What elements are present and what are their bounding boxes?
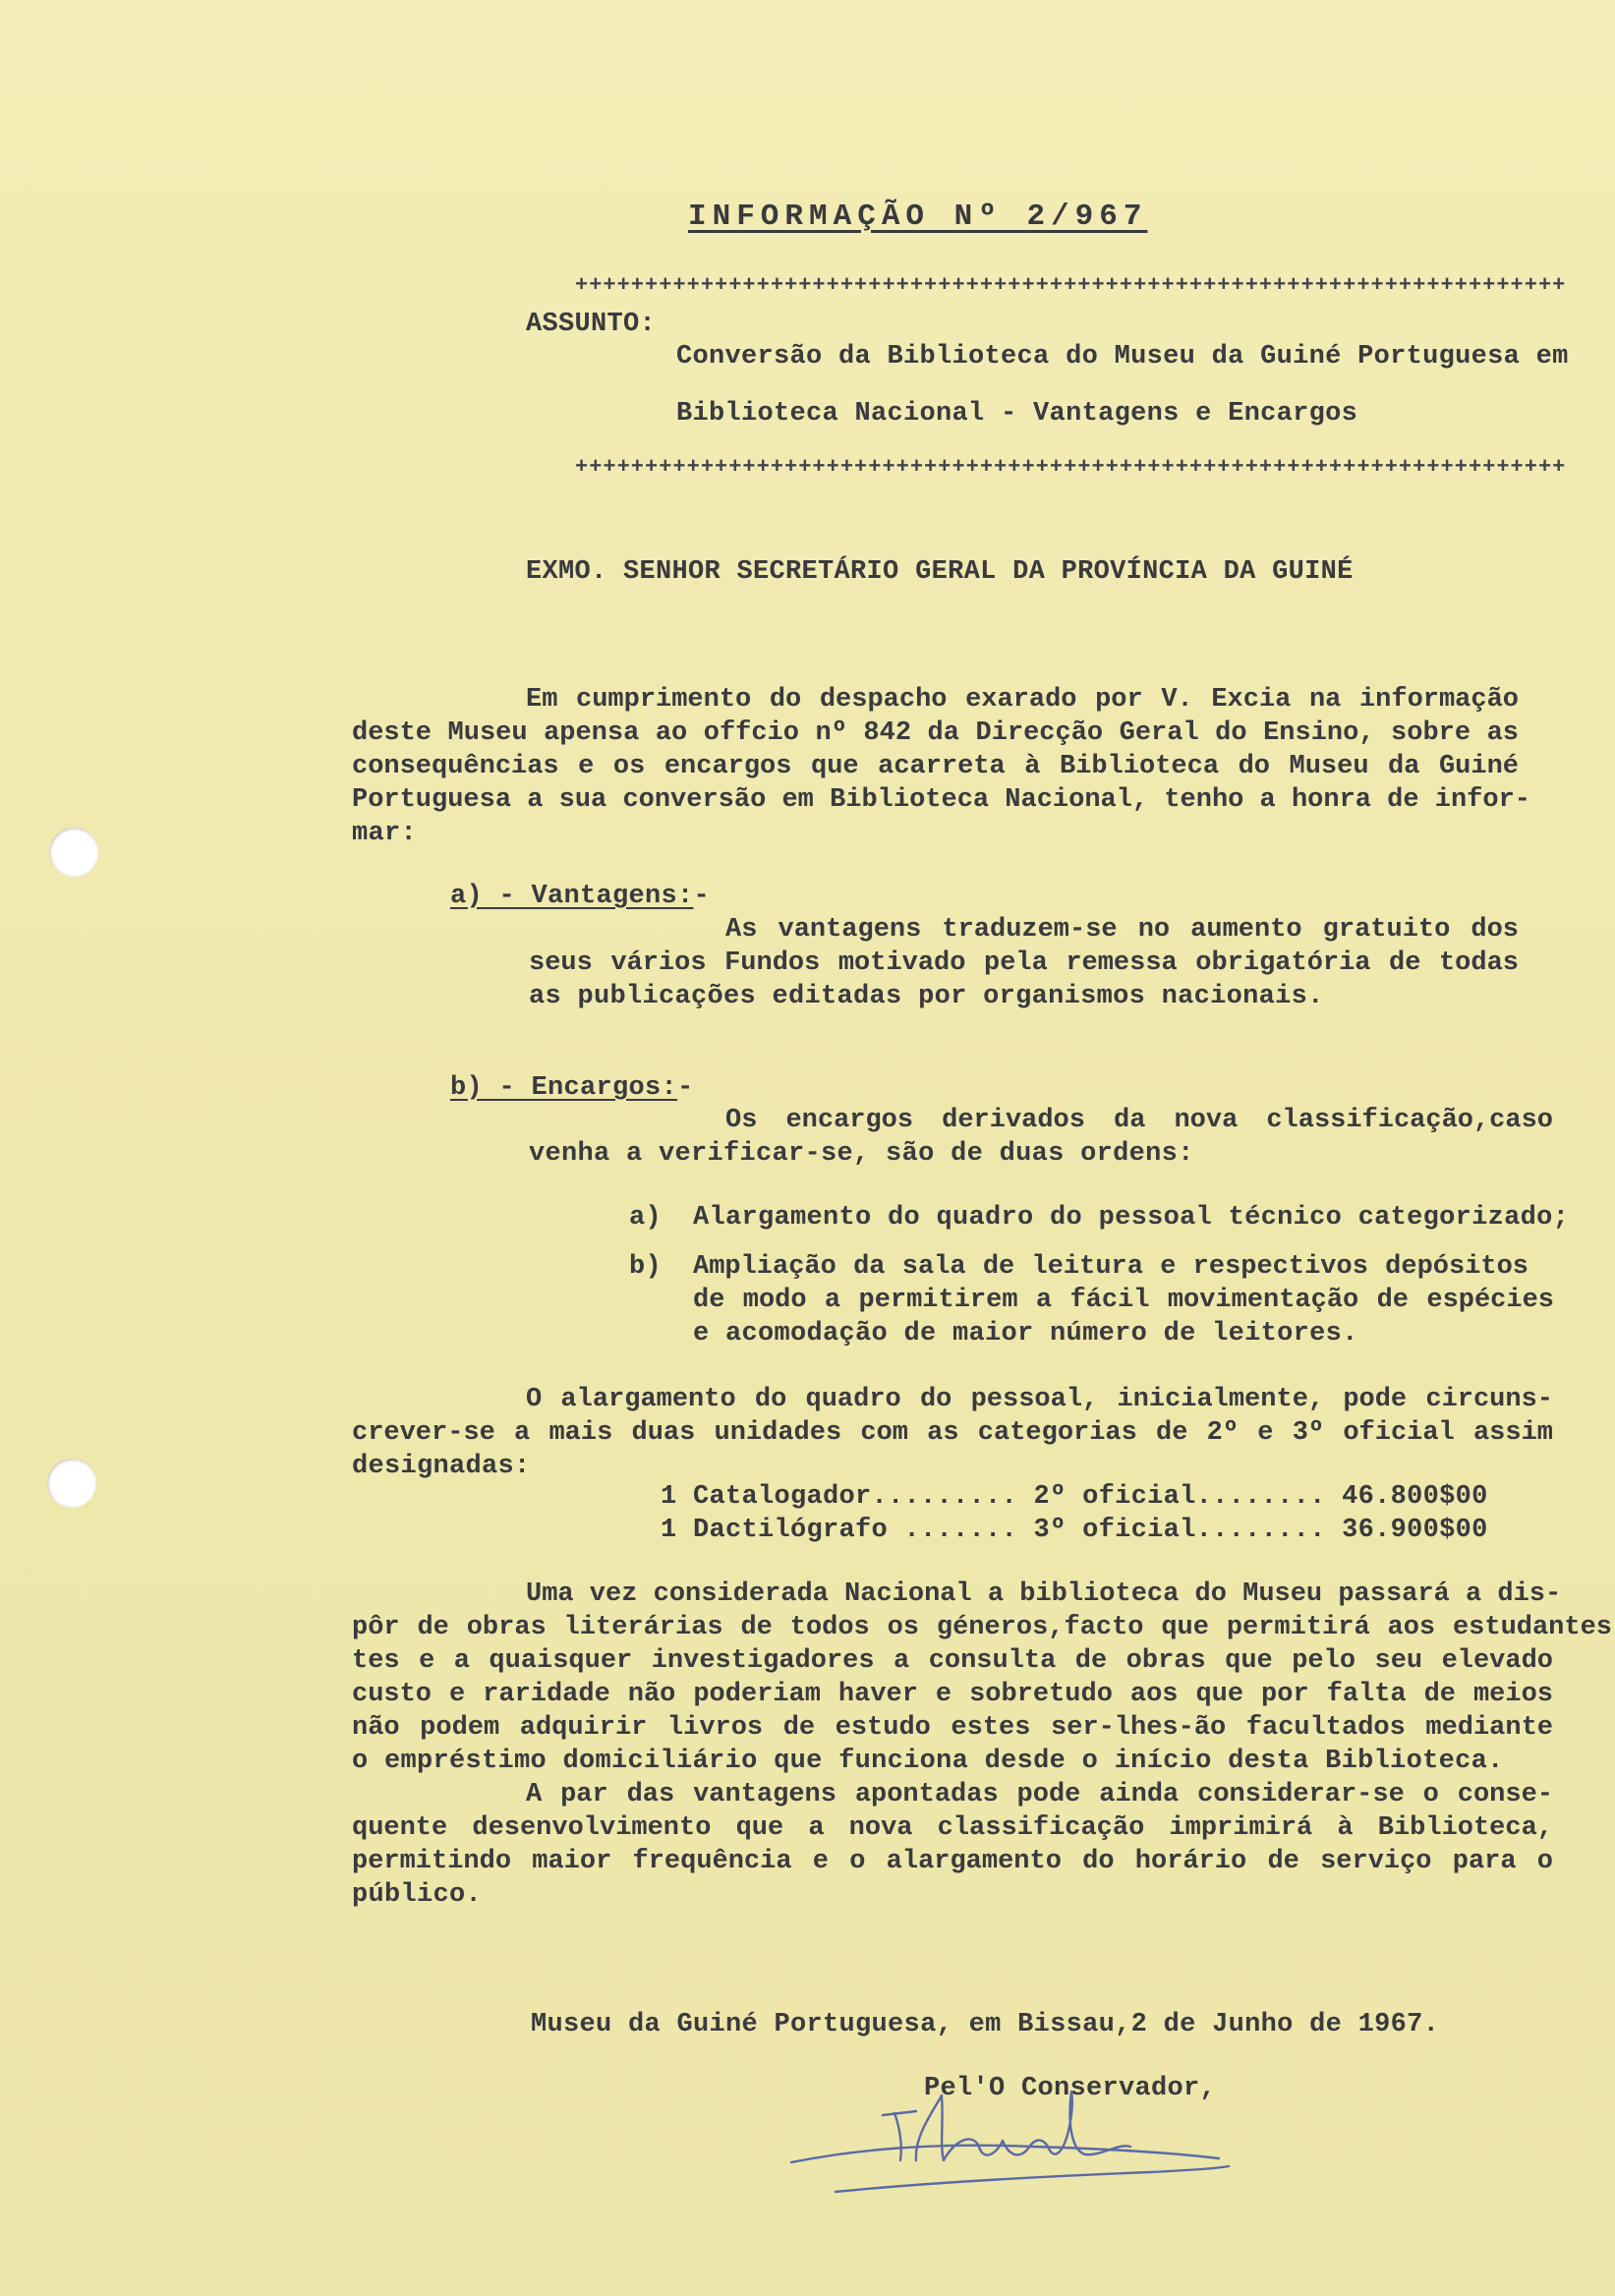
section-a-line: seus vários Fundos motivado pela remessa obrigatória de todas bbox=[529, 948, 1519, 978]
section-b-heading bbox=[450, 1071, 694, 1105]
signatory: Pel'O Conservador, bbox=[924, 2074, 1217, 2103]
section-b-heading-text: b) - Encargos: bbox=[450, 1073, 678, 1103]
intro-line: Portuguesa a sua conversão em Biblioteca Nacional, tenho a honra de infor- bbox=[352, 785, 1530, 815]
closing-line: pôr de obras literárias de todos os géneros,facto que permitirá aos estudantes bbox=[352, 1613, 1612, 1642]
intro-line: consequências e os encargos que acarreta à Biblioteca do Museu da Guiné bbox=[352, 752, 1519, 781]
section-a-heading bbox=[450, 880, 710, 913]
staff-paragraph-line: crever-se a mais duas unidades com as categorias de 2º e 3º oficial assim bbox=[352, 1418, 1553, 1448]
list-item-marker: a) bbox=[629, 1203, 663, 1233]
section-a-heading-text: a) - Vantagens: bbox=[450, 882, 694, 911]
closing-line: público. bbox=[352, 1880, 483, 1910]
subject-line-1: Conversão da Biblioteca do Museu da Guiné Portuguesa em bbox=[676, 342, 1569, 372]
handwritten-signature bbox=[777, 2044, 1239, 2221]
staff-paragraph-line: O alargamento do quadro do pessoal, inicialmente, pode circuns- bbox=[526, 1385, 1553, 1414]
closing-line: tes e a quaisquer investigadores a consulta de obras que pelo seu elevado bbox=[352, 1646, 1553, 1676]
intro-line: deste Museu apensa ao offcio nº 842 da Direcção Geral do Ensino, sobre as bbox=[352, 718, 1519, 748]
intro-line: mar: bbox=[352, 819, 418, 848]
list-item-text: Ampliação da sala de leitura e respectivos depósitos bbox=[693, 1252, 1528, 1282]
section-b-dash: - bbox=[677, 1073, 694, 1103]
list-item-text: e acomodação de maior número de leitores. bbox=[693, 1319, 1358, 1349]
list-item-text: de modo a permitirem a fácil movimentação de espécies bbox=[693, 1286, 1554, 1315]
list-item-text: Alargamento do quadro do pessoal técnico categorizado; bbox=[693, 1203, 1570, 1233]
section-a-line: As vantagens traduzem-se no aumento gratuito dos bbox=[725, 915, 1519, 945]
separator-top: +++++++++++++++++++++++++++++++++++++++++++++++++++++++++++++++++++++++ bbox=[575, 273, 1567, 298]
salutation: EXMO. SENHOR SECRETÁRIO GERAL DA PROVÍNCIA DA GUINÉ bbox=[526, 557, 1354, 587]
separator-bottom: +++++++++++++++++++++++++++++++++++++++++++++++++++++++++++++++++++++++ bbox=[575, 455, 1567, 480]
closing-line: permitindo maior frequência e o alargamento do horário de serviço para o bbox=[352, 1847, 1553, 1876]
punch-hole-bottom bbox=[47, 1459, 96, 1508]
closing-line: Uma vez considerada Nacional a biblioteca do Museu passará a dis- bbox=[526, 1579, 1562, 1609]
staff-row: 1 Dactilógrafo ....... 3º oficial........ 36.900$00 bbox=[661, 1516, 1488, 1545]
section-b-line: Os encargos derivados da nova classificação,caso bbox=[725, 1106, 1553, 1135]
closing-line: custo e raridade não poderiam haver e sobretudo aos que por falta de meios bbox=[352, 1680, 1553, 1709]
closing-line: quente desenvolvimento que a nova classificação imprimirá à Biblioteca, bbox=[352, 1813, 1553, 1843]
document-title: INFORMAÇÃO Nº 2/967 bbox=[688, 200, 1148, 234]
place-date: Museu da Guiné Portuguesa, em Bissau,2 de Junho de 1967. bbox=[531, 2010, 1440, 2039]
list-item-marker: b) bbox=[629, 1252, 663, 1282]
closing-line: o empréstimo domiciliário que funciona desde o início desta Biblioteca. bbox=[352, 1747, 1504, 1776]
staff-paragraph-line: designadas: bbox=[352, 1452, 531, 1481]
closing-line: A par das vantagens apontadas pode ainda considerar-se o conse- bbox=[526, 1780, 1553, 1809]
subject-line-2: Biblioteca Nacional - Vantagens e Encargos bbox=[676, 399, 1358, 429]
punch-hole-top bbox=[49, 828, 98, 877]
section-a-line: as publicações editadas por organismos nacionais. bbox=[529, 982, 1324, 1011]
staff-row: 1 Catalogador......... 2º oficial........ 46.800$00 bbox=[661, 1482, 1488, 1512]
subject-label: ASSUNTO: bbox=[526, 310, 657, 339]
intro-line: Em cumprimento do despacho exarado por V. Excia na informação bbox=[526, 685, 1519, 715]
closing-line: não podem adquirir livros de estudo estes ser-lhes-ão facultados mediante bbox=[352, 1713, 1553, 1743]
section-b-line: venha a verificar-se, são de duas ordens: bbox=[529, 1139, 1194, 1169]
section-a-dash: - bbox=[693, 882, 711, 911]
